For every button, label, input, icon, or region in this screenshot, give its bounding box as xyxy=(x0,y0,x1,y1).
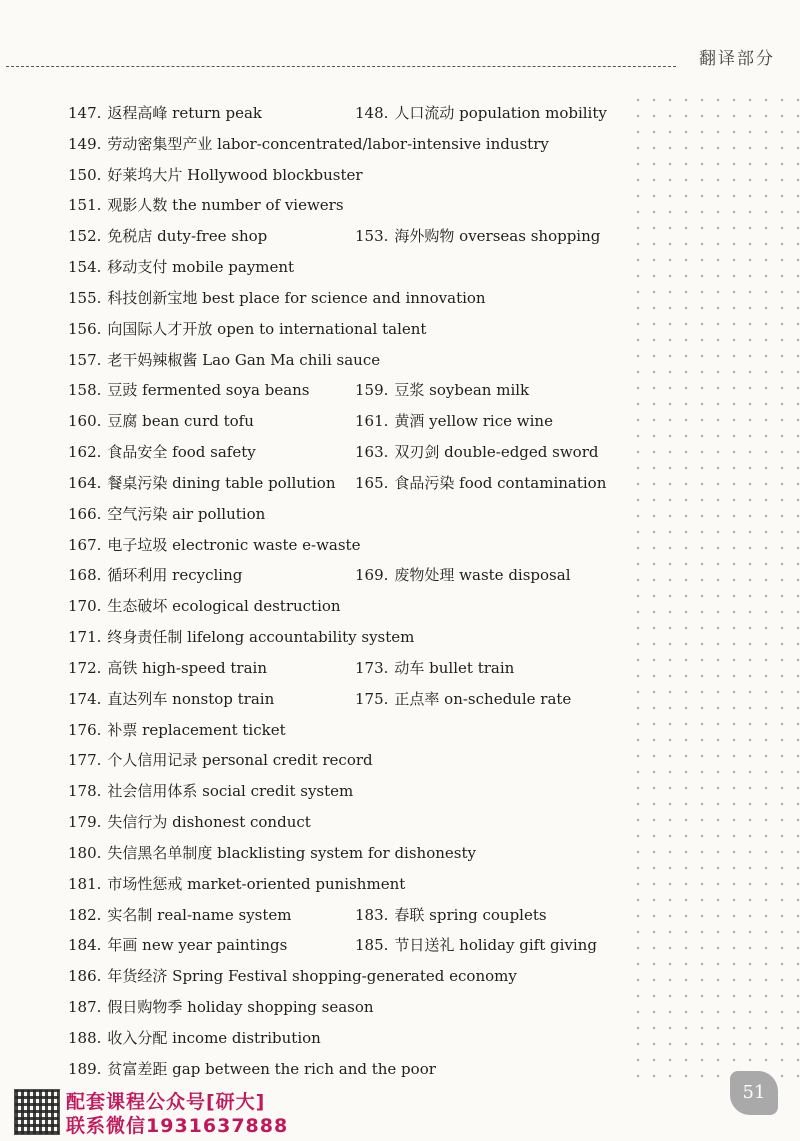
entry-number: 163. xyxy=(355,443,389,462)
entry-term: 节日送礼 holiday gift giving xyxy=(394,936,597,955)
entry-number: 171. xyxy=(68,628,102,647)
entry-term: 失信黑名单制度 blacklisting system for dishonesty xyxy=(107,843,476,862)
entry-number: 160. xyxy=(68,412,102,431)
glossary-entry xyxy=(68,807,311,837)
glossary-row xyxy=(0,622,800,653)
entry-term: 豆腐 bean curd tofu xyxy=(107,412,254,431)
glossary-entry xyxy=(68,98,262,128)
glossary-entry xyxy=(68,314,426,344)
entry-term: 观影人数 the number of viewers xyxy=(107,196,344,215)
entry-term: 餐桌污染 dining table pollution xyxy=(107,473,336,492)
glossary-row xyxy=(0,375,800,406)
glossary-entry xyxy=(355,375,529,405)
entry-term: 人口流动 population mobility xyxy=(394,104,607,122)
entry-number: 161. xyxy=(355,412,389,431)
entry-number: 184. xyxy=(68,936,102,955)
entry-term: 劳动密集型产业 labor-concentrated/labor-intensive industry xyxy=(107,134,549,153)
entry-number: 151. xyxy=(68,196,102,215)
entry-number: 179. xyxy=(68,813,102,832)
glossary-entry xyxy=(68,900,292,930)
glossary-row xyxy=(0,406,800,437)
glossary-entry xyxy=(68,221,267,251)
entry-number: 183. xyxy=(355,905,389,924)
entry-term: 科技创新宝地 best place for science and innovation xyxy=(107,288,486,307)
entry-number: 152. xyxy=(68,227,102,246)
glossary-row xyxy=(0,98,800,129)
entry-term: 老干妈辣椒酱 Lao Gan Ma chili sauce xyxy=(107,350,381,369)
promo-footer xyxy=(14,1087,324,1135)
entry-number: 178. xyxy=(68,782,102,801)
glossary-entry xyxy=(68,129,549,159)
glossary-row xyxy=(0,129,800,160)
glossary-entry xyxy=(355,437,598,467)
entry-term: 好莱坞大片 Hollywood blockbuster xyxy=(107,165,363,184)
glossary-row xyxy=(0,190,800,221)
glossary-row xyxy=(0,838,800,869)
glossary-entry xyxy=(68,715,286,745)
header-divider xyxy=(6,66,676,67)
entry-number: 185. xyxy=(355,936,389,955)
entry-number: 147. xyxy=(68,104,102,122)
entry-term: 社会信用体系 social credit system xyxy=(107,782,354,801)
entry-term: 食品污染 food contamination xyxy=(394,473,607,492)
entry-term: 免税店 duty-free shop xyxy=(107,227,268,246)
entry-number: 157. xyxy=(68,350,102,369)
glossary-row xyxy=(0,560,800,591)
entry-number: 186. xyxy=(68,967,102,986)
entry-number: 182. xyxy=(68,905,102,924)
entry-number: 168. xyxy=(68,566,102,585)
entry-number: 188. xyxy=(68,1028,102,1047)
entry-term: 直达列车 nonstop train xyxy=(107,689,275,708)
glossary-entry xyxy=(355,930,597,960)
glossary-row xyxy=(0,776,800,807)
promo-line-contact: 联系微信1931637888 xyxy=(66,1115,289,1137)
glossary-entry xyxy=(68,869,405,899)
glossary-entry xyxy=(68,992,374,1022)
glossary-entry xyxy=(68,653,267,683)
glossary-entry xyxy=(68,560,242,590)
glossary-row xyxy=(0,314,800,345)
glossary-entry xyxy=(68,776,353,806)
glossary-row xyxy=(0,745,800,776)
promo-line-account: 配套课程公众号[研大] xyxy=(66,1091,266,1113)
glossary-row xyxy=(0,684,800,715)
entry-number: 154. xyxy=(68,258,102,277)
entry-number: 158. xyxy=(68,381,102,400)
entry-term: 双刃剑 double-edged sword xyxy=(394,443,599,462)
glossary-row xyxy=(0,160,800,191)
glossary-row xyxy=(0,961,800,992)
glossary-row xyxy=(0,283,800,314)
entry-number: 153. xyxy=(355,227,389,246)
entry-number: 150. xyxy=(68,165,102,184)
entry-number: 173. xyxy=(355,658,389,677)
entry-term: 个人信用记录 personal credit record xyxy=(107,751,373,770)
glossary-row xyxy=(0,530,800,561)
entry-term: 生态破坏 ecological destruction xyxy=(107,597,341,616)
entry-number: 162. xyxy=(68,443,102,462)
glossary-row xyxy=(0,221,800,252)
entry-term: 假日购物季 holiday shopping season xyxy=(107,998,374,1017)
glossary-entry xyxy=(68,930,287,960)
glossary-entry xyxy=(355,406,553,436)
entry-term: 动车 bullet train xyxy=(394,658,515,677)
glossary-row xyxy=(0,252,800,283)
entry-term: 年货经济 Spring Festival shopping-generated economy xyxy=(107,967,517,986)
glossary-entry xyxy=(68,1054,436,1084)
glossary-entry xyxy=(355,684,571,714)
glossary-entry xyxy=(355,560,571,590)
page-header xyxy=(0,0,800,75)
glossary-entry xyxy=(68,375,310,405)
glossary-row xyxy=(0,437,800,468)
entry-number: 176. xyxy=(68,720,102,739)
entry-number: 177. xyxy=(68,751,102,770)
entry-term: 市场性惩戒 market-oriented punishment xyxy=(107,874,406,893)
entry-number: 181. xyxy=(68,874,102,893)
entry-term: 海外购物 overseas shopping xyxy=(394,227,601,246)
entry-term: 收入分配 income distribution xyxy=(107,1028,321,1047)
entry-term: 空气污染 air pollution xyxy=(107,504,266,523)
glossary-entry xyxy=(355,468,606,498)
qr-code-icon xyxy=(14,1089,60,1135)
glossary-row xyxy=(0,1023,800,1054)
entry-number: 148. xyxy=(355,104,389,122)
entry-term: 失信行为 dishonest conduct xyxy=(107,813,311,832)
glossary-entry xyxy=(68,190,344,220)
glossary-entry xyxy=(355,221,600,251)
entry-number: 187. xyxy=(68,998,102,1017)
glossary-entry xyxy=(68,591,341,621)
entry-number: 169. xyxy=(355,566,389,585)
glossary-entry xyxy=(68,406,254,436)
glossary-entry xyxy=(68,468,335,498)
entry-term: 贫富差距 gap between the rich and the poor xyxy=(107,1059,436,1078)
entry-number: 174. xyxy=(68,689,102,708)
entry-term: 黄酒 yellow rice wine xyxy=(394,412,553,431)
entry-term: 废物处理 waste disposal xyxy=(394,566,571,585)
entry-term: 正点率 on-schedule rate xyxy=(394,689,572,708)
entry-number: 165. xyxy=(355,473,389,492)
glossary-row xyxy=(0,992,800,1023)
entry-number: 170. xyxy=(68,597,102,616)
entry-number: 149. xyxy=(68,134,102,153)
glossary-entry xyxy=(68,499,265,529)
entry-term: 春联 spring couplets xyxy=(394,905,547,924)
entry-number: 155. xyxy=(68,288,102,307)
entry-number: 166. xyxy=(68,504,102,523)
page-number: 51 xyxy=(730,1071,778,1115)
entry-term: 循环利用 recycling xyxy=(107,566,243,585)
glossary-row xyxy=(0,591,800,622)
entry-term: 返程高峰 return peak xyxy=(107,104,263,122)
glossary-row xyxy=(0,653,800,684)
entry-term: 终身责任制 lifelong accountability system xyxy=(107,628,415,647)
glossary-entry xyxy=(355,653,514,683)
glossary-entry xyxy=(68,252,294,282)
entry-number: 159. xyxy=(355,381,389,400)
glossary-row xyxy=(0,468,800,499)
glossary-entry xyxy=(68,961,517,991)
entry-term: 年画 new year paintings xyxy=(107,936,288,955)
entry-number: 156. xyxy=(68,319,102,338)
entry-number: 189. xyxy=(68,1059,102,1078)
glossary-row xyxy=(0,930,800,961)
entry-term: 食品安全 food safety xyxy=(107,443,256,462)
glossary-list xyxy=(0,98,800,1085)
section-title: 翻译部分 xyxy=(699,49,775,69)
glossary-entry xyxy=(68,283,486,313)
glossary-entry xyxy=(68,838,476,868)
glossary-row xyxy=(0,1054,800,1085)
entry-term: 高铁 high-speed train xyxy=(107,658,267,677)
entry-term: 豆豉 fermented soya beans xyxy=(107,381,310,400)
entry-term: 实名制 real-name system xyxy=(107,905,292,924)
glossary-row xyxy=(0,900,800,931)
glossary-entry xyxy=(68,345,380,375)
entry-term: 向国际人才开放 open to international talent xyxy=(107,319,427,338)
entry-number: 172. xyxy=(68,658,102,677)
entry-term: 移动支付 mobile payment xyxy=(107,258,295,277)
entry-number: 164. xyxy=(68,473,102,492)
glossary-entry xyxy=(355,98,607,128)
glossary-entry xyxy=(68,745,373,775)
glossary-row xyxy=(0,345,800,376)
glossary-entry xyxy=(68,437,256,467)
glossary-entry xyxy=(68,160,363,190)
entry-number: 167. xyxy=(68,535,102,554)
entry-term: 补票 replacement ticket xyxy=(107,720,286,739)
glossary-entry xyxy=(68,1023,321,1053)
entry-number: 180. xyxy=(68,843,102,862)
glossary-entry xyxy=(355,900,547,930)
glossary-entry xyxy=(68,530,360,560)
entry-number: 175. xyxy=(355,689,389,708)
entry-term: 电子垃圾 electronic waste e-waste xyxy=(107,535,361,554)
glossary-row xyxy=(0,869,800,900)
glossary-row xyxy=(0,807,800,838)
glossary-entry xyxy=(68,622,414,652)
glossary-row xyxy=(0,715,800,746)
glossary-entry xyxy=(68,684,274,714)
glossary-row xyxy=(0,499,800,530)
entry-term: 豆浆 soybean milk xyxy=(394,381,530,400)
